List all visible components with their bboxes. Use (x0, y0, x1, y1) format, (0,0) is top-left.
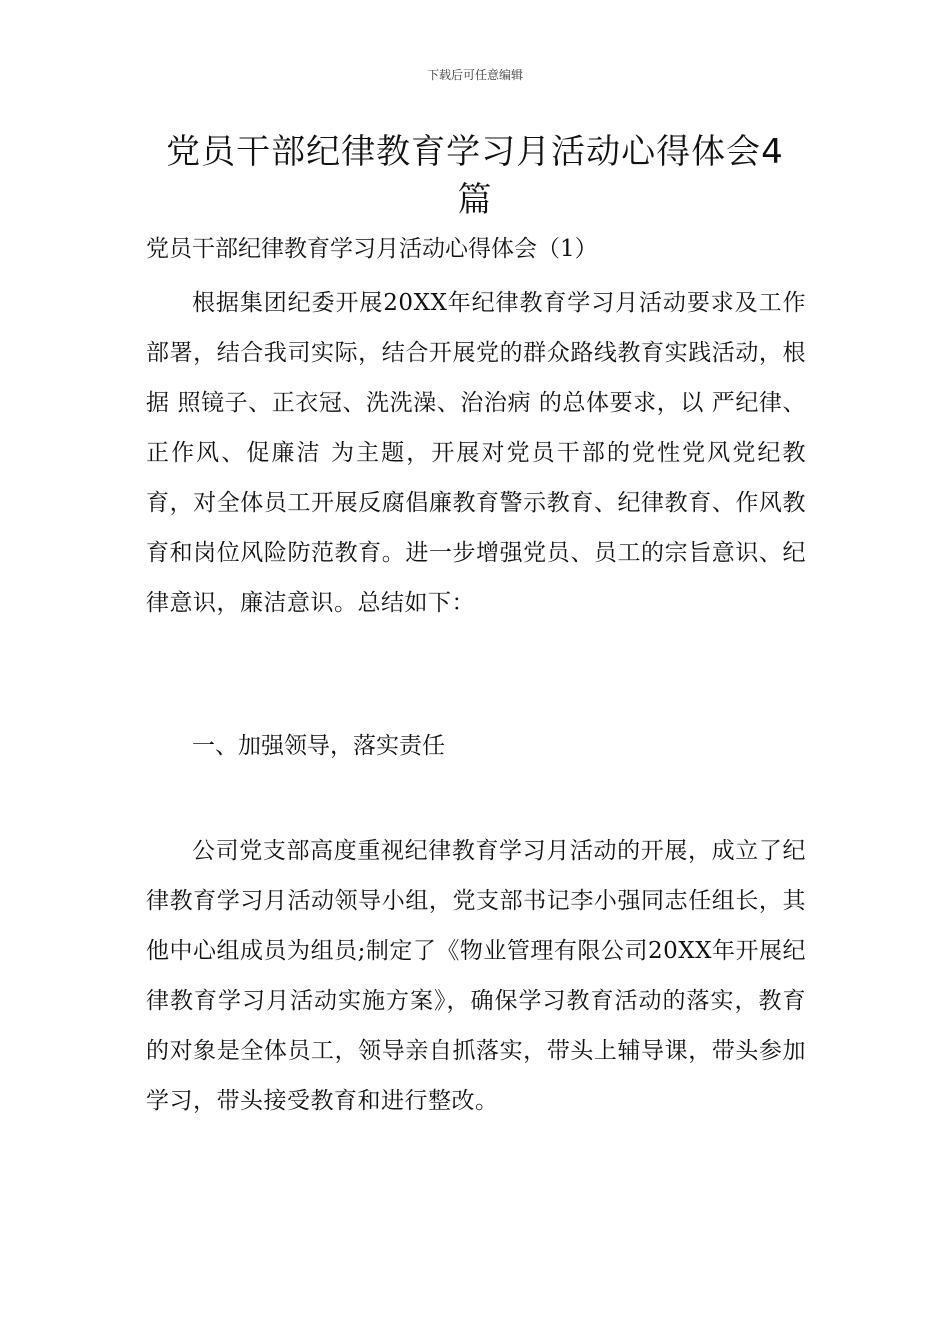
body-paragraph-2: 公司党支部高度重视纪律教育学习月活动的开展，成立了纪律教育学习月活动领导小组，党支部书记李小强同志任组长，其他中心组成员为组员;制定了《物业管理有限公司20XX年开展纪律教育学习月活动实施方案》，确保学习教育活动的落实，教育的对象是全体员工，领导亲自抓落实，带头上辅导课，带头参加学习，带头接受教育和进行整改。 (146, 838, 806, 1114)
header-note: 下载后可任意编辑 (426, 68, 523, 82)
section-heading: 一、加强领导，落实责任 (192, 733, 445, 759)
document-subtitle: 党员干部纪律教育学习月活动心得体会（1） (146, 236, 598, 262)
document-title: 党员干部纪律教育学习月活动心得体会4篇 (166, 132, 784, 220)
body-paragraph-1: 根据集团纪委开展20XX年纪律教育学习月活动要求及工作部署，结合我司实际，结合开展党的群众路线教育实践活动，根据 照镜子、正衣冠、洗洗澡、治治病 的总体要求，以 严纪律、正作风、促廉洁 为主题，开展对党员干部的党性党风党纪教育，对全体员工开展反腐倡廉教育警示教育、纪律教育、作风教育和岗位风险防范教育。进一步增强党员、员工的宗旨意识、纪律意识，廉洁意识。总结如下： (146, 290, 806, 616)
